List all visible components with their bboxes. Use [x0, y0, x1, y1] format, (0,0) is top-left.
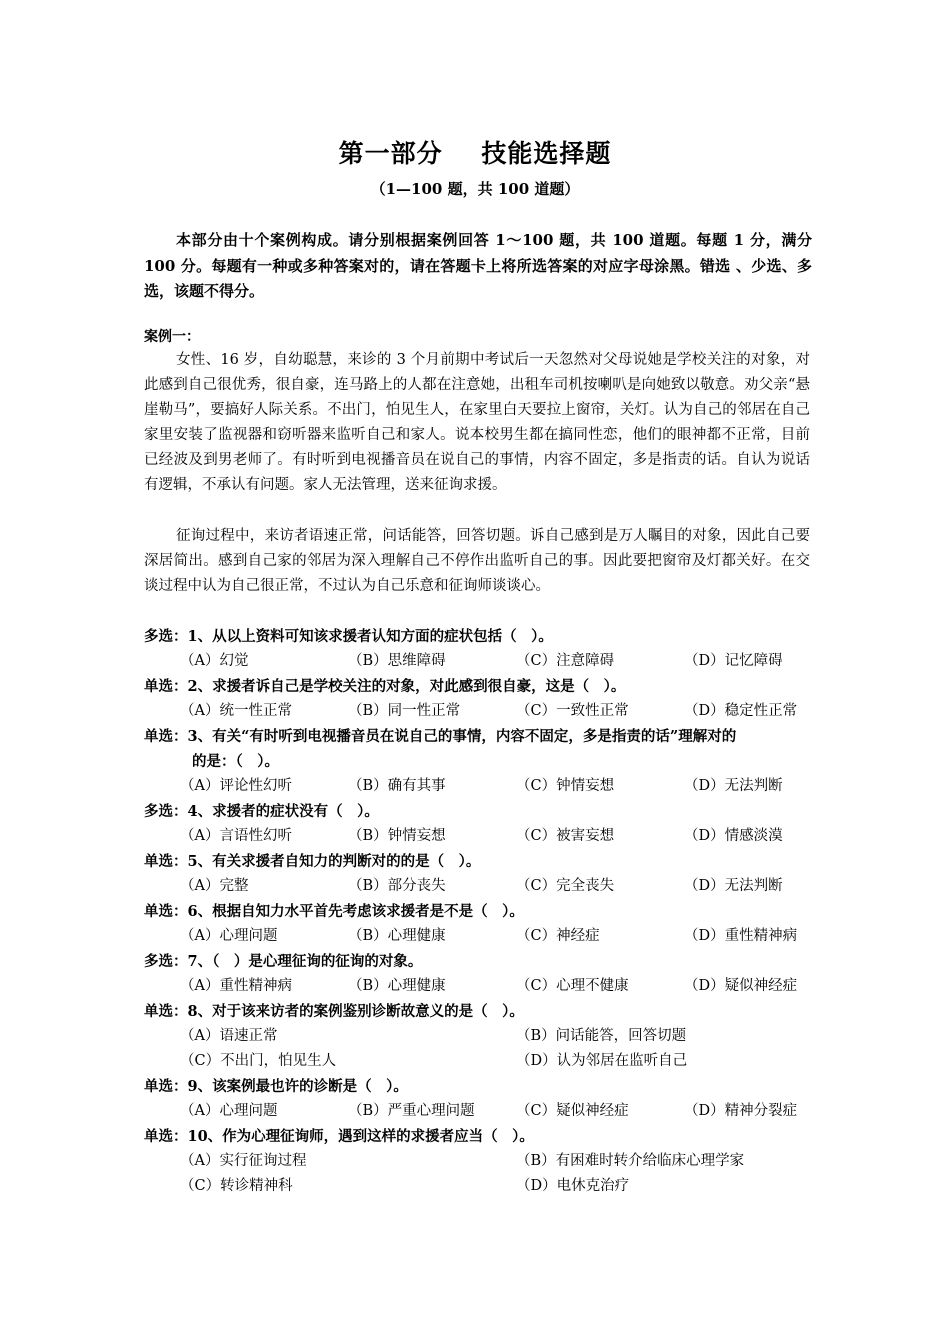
- option-d: （D）无法判断: [684, 778, 783, 794]
- option-d: （D）疑似神经症: [684, 978, 798, 994]
- option-row: [144, 824, 824, 849]
- page-subtitle: （1—100 题，共 100 道题）: [370, 180, 580, 198]
- option-row: [144, 974, 824, 999]
- question-stem: 单选：3、有关“有时听到电视播音员在说自己的事情，内容不固定，多是指责的话”理解对的: [144, 728, 737, 745]
- option-a: （A）语速正常: [180, 1028, 278, 1044]
- option-row: [144, 1099, 824, 1124]
- option-d: （D）重性精神病: [684, 928, 798, 944]
- option-row: [144, 1049, 824, 1074]
- case-label: 案例一：: [144, 329, 200, 345]
- option-b: （B）部分丧失: [348, 878, 446, 894]
- option-a: （A）言语性幻听: [180, 828, 292, 844]
- option-a: （A）幻觉: [180, 653, 249, 669]
- option-c: （C）一致性正常: [516, 703, 629, 719]
- question-stem: 单选：6、根据自知力水平首先考虑该求援者是不是（ ）。: [144, 903, 524, 920]
- question-stem: 多选：4、求援者的症状没有（ ）。: [144, 803, 379, 820]
- instructions-paragraph: 本部分由十个案例构成。请分别根据案例回答 1～100 题，共 100 道题。每题 1 分，满分 100 分。每题有一种或多种答案对的，请在答题卡上将所选答案的对应字母涂黑。错选 、少选、多选，该题不得分。: [144, 231, 812, 300]
- option-b: （B）问话能答，回答切题: [516, 1028, 687, 1044]
- option-c: （C）完全丧失: [516, 878, 615, 894]
- option-a: （A）重性精神病: [180, 978, 292, 994]
- option-c: （C）不出门，怕见生人: [180, 1053, 337, 1069]
- option-c: （C）疑似神经症: [516, 1103, 629, 1119]
- option-b: （B）同一性正常: [348, 703, 461, 719]
- option-c: （C）被害妄想: [516, 828, 615, 844]
- option-d: （D）精神分裂症: [684, 1103, 798, 1119]
- question-stem: 单选：8、对于该来访者的案例鉴别诊断故意义的是（ ）。: [144, 1003, 524, 1020]
- option-b: （B）确有其事: [348, 778, 446, 794]
- option-c: （C）钟情妄想: [516, 778, 615, 794]
- option-b: （B）思维障碍: [348, 653, 446, 669]
- option-c: （C）心理不健康: [516, 978, 629, 994]
- option-c: （C）转诊精神科: [180, 1178, 293, 1194]
- option-row: [144, 774, 824, 799]
- option-a: （A）统一性正常: [180, 703, 292, 719]
- option-row: [144, 1174, 824, 1199]
- option-a: （A）心理问题: [180, 1103, 278, 1119]
- question-list: [144, 624, 824, 1199]
- question-stem-continued: 的是：（ ）。: [192, 753, 279, 770]
- option-c: （C）注意障碍: [516, 653, 615, 669]
- option-a: （A）完整: [180, 878, 249, 894]
- case-paragraph: 征询过程中，来访者语速正常，问话能答，回答切题。诉自己感到是万人瞩目的对象，因此自己要深居简出。感到自己家的邻居为深入理解自己不停作出监听自己的事。因此要把窗帘及灯都关好。在交谈过程中认为自己很正常，不过认为自己乐意和征询师谈谈心。: [144, 528, 810, 594]
- question-stem: 多选：7、（ ）是心理征询的征询的对象。: [144, 953, 423, 970]
- option-d: （D）无法判断: [684, 878, 783, 894]
- option-b: （B）钟情妄想: [348, 828, 446, 844]
- option-a: （A）评论性幻听: [180, 778, 292, 794]
- question-stem: 单选：10、作为心理征询师，遇到这样的求援者应当（ ）。: [144, 1128, 534, 1145]
- option-d: （D）稳定性正常: [684, 703, 798, 719]
- option-row: [144, 1024, 824, 1049]
- case-paragraph: 女性、16 岁，自幼聪慧，来诊的 3 个月前期中考试后一天忽然对父母说她是学校关注的对象，对此感到自己很优秀，很自豪，连马路上的人都在注意她，出租车司机按喇叭是向她致以敬意。劝父亲“悬崖勒马”，要搞好人际关系。不出门，怕见生人，在家里白天要拉上窗帘，关灯。认为自己的邻居在自己家里安装了监视器和窃听器来监听自己和家人。说本校男生都在搞同性恋，他们的眼神都不正常，目前已经波及到男老师了。有时听到电视播音员在说自己的事情，内容不固定，多是指责的话。自认为说话有逻辑，不承认有问题。家人无法管理，送来征询求援。: [144, 352, 810, 493]
- option-row: [144, 699, 824, 724]
- question-stem: 多选：1、从以上资料可知该求援者认知方面的症状包括（ ）。: [144, 628, 553, 645]
- option-b: （B）有困难时转介给临床心理学家: [516, 1153, 745, 1169]
- option-a: （A）心理问题: [180, 928, 278, 944]
- option-b: （B）严重心理问题: [348, 1103, 475, 1119]
- option-d: （D）情感淡漠: [684, 828, 783, 844]
- option-row: [144, 924, 824, 949]
- option-b: （B）心理健康: [348, 928, 446, 944]
- page-title: 第一部分 技能选择题: [338, 139, 612, 168]
- option-d: （D）认为邻居在监听自己: [516, 1053, 688, 1069]
- option-d: （D）电休克治疗: [516, 1178, 630, 1194]
- option-d: （D）记忆障碍: [684, 653, 783, 669]
- question-stem: 单选：5、有关求援者自知力的判断对的的是（ ）。: [144, 853, 481, 870]
- option-row: [144, 649, 824, 674]
- question-stem: 单选：9、该案例最也许的诊断是（ ）。: [144, 1078, 408, 1095]
- option-a: （A）实行征询过程: [180, 1153, 307, 1169]
- option-row: [144, 874, 824, 899]
- option-c: （C）神经症: [516, 928, 600, 944]
- option-row: [144, 1149, 824, 1174]
- question-stem: 单选：2、求援者诉自己是学校关注的对象，对此感到很自豪，这是（ ）。: [144, 678, 626, 695]
- option-b: （B）心理健康: [348, 978, 446, 994]
